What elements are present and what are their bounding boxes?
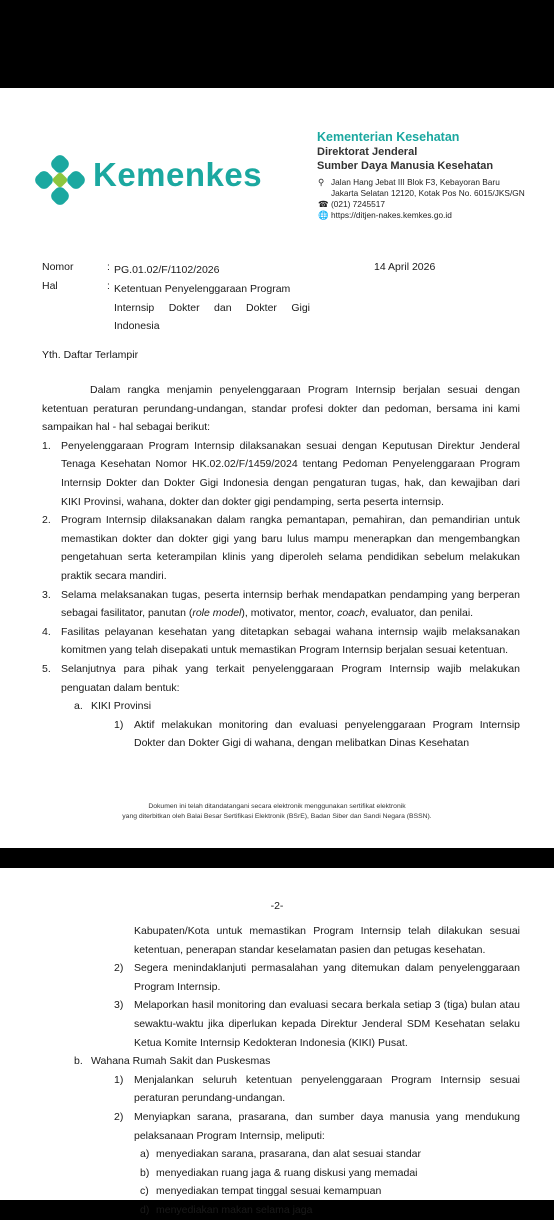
address-line-2: Jakarta Selatan 12120, Kotak Pos No. 6015/JKS/GN xyxy=(331,188,525,198)
list-number: 4. xyxy=(42,625,51,638)
alpha-text: menyediakan tempat tinggal sesuai kemampuan xyxy=(156,1185,382,1198)
alpha-item xyxy=(140,1201,520,1220)
nomor-value: PG.01.02/F/1102/2026 xyxy=(114,264,220,276)
sub-sub-text: Menjalankan seluruh ketentuan penyelenggaraan Program Internsip sesuai peraturan perundang-undangan. xyxy=(134,1073,520,1105)
alpha-text: menyediakan sarana, prasarana, dan alat sesuai standar xyxy=(156,1148,422,1161)
sub-sub-item xyxy=(114,1108,520,1145)
phone-icon: ☎ xyxy=(318,199,329,209)
list-text: Program Internsip dilaksanakan dalam rangka pemantapan, pemahiran, dan pemandirian untuk memastikan dokter dan dokter gigi yang baru lulus mampu menerapkan dan mengembangkan pengetahuan serta keterampilan klinis yang diperoleh selama pendidikan sebelum melakukan praktik secara mandiri. xyxy=(61,514,520,582)
website-link[interactable]: https://ditjen-nakes.kemkes.go.id xyxy=(331,210,452,220)
list-text: Selama melaksanakan tugas, peserta internsip berhak mendapatkan pendamping yang berperan sebagai fasilitator, panutan (role model), motivator, mentor, coach, evaluator, dan penilai. xyxy=(61,588,520,620)
sub-sub-text: Segera menindaklanjuti permasalahan yang ditemukan dalam penyelenggaraan Program Internsip. xyxy=(134,962,520,993)
list-item xyxy=(42,660,520,697)
nomor-colon: : xyxy=(107,261,110,273)
sub-sub-number: 1) xyxy=(114,718,124,731)
e-signature-note xyxy=(0,802,554,821)
list-number: 2. xyxy=(42,514,51,527)
sub-sub-item xyxy=(114,996,520,1052)
sub-sub-text: Menyiapkan sarana, prasarana, dan sumber daya manusia yang mendukung pelaksanaan Program Internsip, meliputi: xyxy=(134,1110,520,1142)
letter-body xyxy=(42,381,520,753)
list-item xyxy=(42,437,520,511)
sub-sub-number: 3) xyxy=(114,999,124,1012)
hal-line-3: Indonesia xyxy=(114,320,160,332)
letter-body-continued xyxy=(42,922,520,1220)
ministry-name: Kementerian Kesehatan xyxy=(317,130,460,144)
sub-sub-number: 2) xyxy=(114,1110,124,1123)
list-text: Selanjutnya para pihak yang terkait penyelenggaraan Program Internsip wajib melakukan penguatan dalam bentuk: xyxy=(61,662,520,694)
hal-line-1: Ketentuan Penyelenggaraan Program xyxy=(114,283,291,295)
footnote-line-2: yang diterbitkan oleh Balai Besar Sertifikasi Elektronik (BSrE), Badan Siber dan Sandi Negara (BSSN). xyxy=(122,812,432,820)
sub-sub-item xyxy=(114,959,520,996)
sub-sub-item xyxy=(114,716,520,753)
alpha-letter: b) xyxy=(140,1166,150,1179)
sub-sub-text: Melaporkan hasil monitoring dan evaluasi secara berkala setiap 3 (tiga) bulan atau sewaktu-waktu jika diperlukan kepada Direktur Jenderal SDM Kesehatan selaku Ketua Komite Internsip Kedokteran Indonesia (KIKI) Pusat. xyxy=(134,999,520,1049)
kemenkes-logo-icon xyxy=(30,150,90,210)
logo-text: Kemenkes xyxy=(93,156,263,193)
letterhead-contact xyxy=(318,177,550,221)
sub-number: a. xyxy=(74,700,83,713)
hal-label: Hal xyxy=(42,280,58,292)
list-text: Penyelenggaraan Program Internsip dilaksanakan sesuai dengan Keputusan Direktur Jenderal Tenaga Kesehatan Nomor HK.02.02/F/1459/2024 tentang Pedoman Penyelenggaraan Program Internsip Dokter dan Dokter Gigi Indonesia dengan pengaturan tugas, hak, dan kewajiban dari KIKI Provinsi, wahana, dokter dan dokter gigi pendamping, serta peserta internsip. xyxy=(61,439,520,508)
list-item xyxy=(42,623,520,660)
alpha-item xyxy=(140,1145,520,1164)
list-number: 1. xyxy=(42,439,51,452)
sub-item xyxy=(74,697,520,716)
nomor-label: Nomor xyxy=(42,261,74,273)
alpha-item xyxy=(140,1164,520,1183)
phone-number: (021) 7245517 xyxy=(331,199,385,209)
document-page-2 xyxy=(0,868,554,1216)
location-pin-icon: ⚲ xyxy=(318,177,325,187)
sub-item xyxy=(74,1052,520,1071)
list-item xyxy=(42,586,520,623)
footnote-line-1: Dokumen ini telah ditandatangani secara elektronik menggunakan sertifikat elektronik xyxy=(148,803,406,810)
sub-text: Wahana Rumah Sakit dan Puskesmas xyxy=(91,1055,271,1068)
globe-icon: 🌐 xyxy=(318,210,329,220)
sub-text: KIKI Provinsi xyxy=(91,700,152,713)
sub-sub-number: 2) xyxy=(114,962,124,975)
alpha-letter: d) xyxy=(140,1203,150,1216)
sub-sub-item xyxy=(114,1071,520,1108)
alpha-letter: c) xyxy=(140,1185,149,1198)
alpha-item xyxy=(140,1182,520,1201)
letterhead-title xyxy=(317,130,547,173)
directorate-line-2: Sumber Daya Manusia Kesehatan xyxy=(317,160,494,172)
hal-colon: : xyxy=(107,280,110,292)
letter-date: 14 April 2026 xyxy=(374,261,436,273)
salutation: Yth. Daftar Terlampir xyxy=(42,349,139,361)
directorate-line-1: Direktorat Jenderal xyxy=(317,146,418,158)
intro-paragraph: Dalam rangka menjamin penyelenggaraan Program Internsip berjalan sesuai dengan ketentuan peraturan perundang-undangan, standar profesi dokter dan pedoman, bersama ini kami sampaikan hal - hal sebagai berikut: xyxy=(42,384,520,434)
page-number: -2- xyxy=(270,900,284,912)
list-text: Fasilitas pelayanan kesehatan yang ditetapkan sebagai wahana internsip wajib melaksanakan komitmen yang telah disepakati untuk memastikan Program Internsip berjalan sesuai ketentuan. xyxy=(61,625,520,657)
hal-value xyxy=(114,280,310,336)
document-page-1 xyxy=(0,88,554,848)
list-number: 5. xyxy=(42,662,51,675)
address-line-1: Jalan Hang Jebat III Blok F3, Kebayoran Baru xyxy=(331,177,500,187)
alpha-text: menyediakan ruang jaga & ruang diskusi yang memadai xyxy=(156,1166,418,1179)
sub-number: b. xyxy=(74,1055,83,1068)
list-item xyxy=(42,511,520,585)
alpha-letter: a) xyxy=(140,1148,150,1161)
sub-sub-text: Aktif melakukan monitoring dan evaluasi penyelenggaraan Program Internsip Dokter dan Dokter Gigi di wahana, dengan melibatkan Dinas Kesehatan xyxy=(134,718,520,750)
sub-sub-number: 1) xyxy=(114,1073,124,1086)
hal-line-2: Internsip Dokter dan Dokter Gigi xyxy=(114,301,310,314)
list-number: 3. xyxy=(42,588,51,601)
continuation-text: Kabupaten/Kota untuk memastikan Program Internsip telah dilakukan sesuai ketentuan, penerapan standar keselamatan pasien dan petugas kesehatan. xyxy=(134,925,520,956)
alpha-text: menyediakan makan selama jaga xyxy=(156,1203,313,1216)
